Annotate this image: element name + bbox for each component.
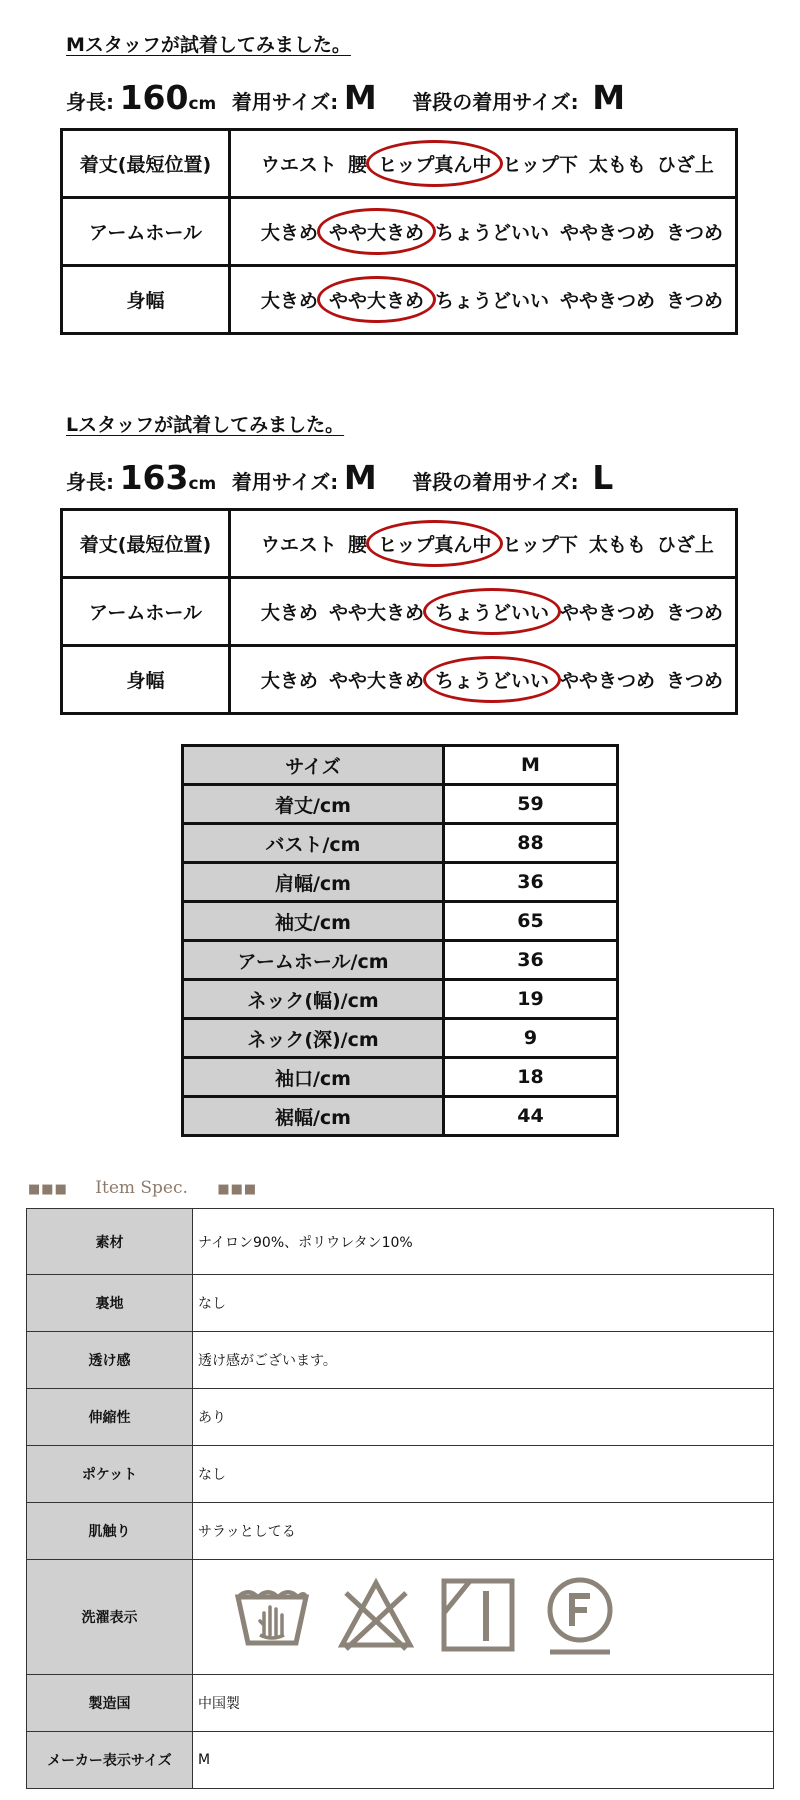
height-unit: cm [188, 94, 217, 114]
size-measure-value: 9 [444, 1019, 618, 1058]
size-row [183, 785, 618, 824]
fit-option: きつめ [665, 670, 723, 692]
spec-label: メーカー表示サイズ [27, 1732, 193, 1789]
spec-label: ポケット [27, 1446, 193, 1503]
size-measure-value: 88 [444, 824, 618, 863]
size-header-label: サイズ [183, 746, 444, 785]
wear-size-label: 着用サイズ: [231, 90, 339, 114]
height-label: 身長: [66, 470, 114, 494]
spec-label: 製造国 [27, 1675, 193, 1732]
fit-option: ウエスト [260, 154, 337, 176]
spec-value: あり [193, 1389, 774, 1446]
size-table [181, 744, 619, 1137]
fit-option: ひざ上 [656, 534, 714, 556]
fit-option: ややきつめ [559, 290, 655, 312]
fit-row-label: 着丈(最短位置) [62, 510, 230, 578]
fit-option: きつめ [665, 222, 723, 244]
height-value: 160 [119, 78, 189, 117]
size-row [183, 863, 618, 902]
size-header-value: M [444, 746, 618, 785]
spec-value: なし [193, 1275, 774, 1332]
fit-row-label: アームホール [62, 198, 230, 266]
fit-option-selected: ちょうどいい [435, 666, 549, 693]
fit-row [62, 266, 737, 334]
spec-row [27, 1446, 774, 1503]
spec-row [27, 1332, 774, 1389]
m-staff-meta [66, 78, 625, 117]
fit-row-label: 身幅 [62, 266, 230, 334]
fit-option: 大きめ [260, 602, 318, 624]
size-row [183, 902, 618, 941]
fit-option: 腰 [347, 154, 367, 176]
fit-row-label: 着丈(最短位置) [62, 130, 230, 198]
spec-label: 裏地 [27, 1275, 193, 1332]
fit-option: 太もも [588, 154, 646, 176]
fit-option: ややきつめ [559, 222, 655, 244]
wear-size-label: 着用サイズ: [231, 470, 339, 494]
spec-label: 素材 [27, 1209, 193, 1275]
fit-option: 太もも [588, 534, 646, 556]
deco-squares: ■■■ [28, 1182, 68, 1197]
size-measure-label: バスト/cm [183, 824, 444, 863]
fit-option-selected: ちょうどいい [435, 598, 549, 625]
size-measure-value: 44 [444, 1097, 618, 1136]
fit-option-selected: やや大きめ [329, 218, 424, 245]
fit-options [229, 266, 736, 334]
l-staff-meta [66, 458, 613, 497]
m-staff-fit-table [60, 128, 738, 335]
fit-option: ヒップ下 [502, 534, 578, 556]
fit-options [229, 130, 736, 198]
fit-option: やや大きめ [328, 602, 424, 624]
hand-wash-icon [232, 1577, 312, 1657]
l-staff-title: Lスタッフが試着してみました。 [66, 414, 345, 436]
fit-option: ヒップ下 [502, 154, 578, 176]
fit-option: ちょうどいい [434, 222, 549, 244]
no-bleach-icon [338, 1577, 414, 1657]
size-measure-label: アームホール/cm [183, 941, 444, 980]
fit-options [229, 646, 736, 714]
spec-value: M [193, 1732, 774, 1789]
fit-option: 大きめ [260, 290, 318, 312]
l-staff-fit-table [60, 508, 738, 715]
fit-options [229, 198, 736, 266]
spec-row [27, 1560, 774, 1675]
fit-option: きつめ [665, 290, 723, 312]
size-measure-label: 裾幅/cm [183, 1097, 444, 1136]
spec-label: 透け感 [27, 1332, 193, 1389]
fit-row-label: アームホール [62, 578, 230, 646]
size-row [183, 1058, 618, 1097]
spec-row [27, 1503, 774, 1560]
size-measure-value: 36 [444, 863, 618, 902]
spec-value: ナイロン90%、ポリウレタン10% [193, 1209, 774, 1275]
fit-option: きつめ [665, 602, 723, 624]
m-staff-title: Mスタッフが試着してみました。 [66, 34, 351, 56]
size-row [183, 980, 618, 1019]
fit-option-selected: ヒップ真ん中 [378, 150, 491, 177]
size-measure-value: 36 [444, 941, 618, 980]
fit-option: 大きめ [260, 222, 318, 244]
size-measure-label: ネック(幅)/cm [183, 980, 444, 1019]
item-spec-table [26, 1208, 774, 1789]
fit-row [62, 578, 737, 646]
spec-value: サラッとしてる [193, 1503, 774, 1560]
spec-label: 伸縮性 [27, 1389, 193, 1446]
fit-option: ウエスト [260, 534, 337, 556]
size-measure-label: ネック(深)/cm [183, 1019, 444, 1058]
spec-value: 透け感がございます。 [193, 1332, 774, 1389]
wear-size-value: M [343, 78, 377, 117]
fit-row-label: 身幅 [62, 646, 230, 714]
spec-row [27, 1209, 774, 1275]
size-row [183, 824, 618, 863]
fit-row [62, 510, 737, 578]
size-measure-label: 肩幅/cm [183, 863, 444, 902]
fit-option: ひざ上 [656, 154, 714, 176]
spec-row [27, 1389, 774, 1446]
size-row [183, 1019, 618, 1058]
usual-size-label: 普段の着用サイズ: [412, 470, 579, 494]
item-spec-heading [28, 1178, 257, 1198]
fit-options [229, 510, 736, 578]
fit-row [62, 198, 737, 266]
fit-option: ややきつめ [559, 670, 655, 692]
fit-row [62, 646, 737, 714]
usual-size-label: 普段の着用サイズ: [412, 90, 579, 114]
usual-size-value: M [592, 78, 626, 117]
spec-row [27, 1275, 774, 1332]
size-row [183, 941, 618, 980]
care-icons-cell [193, 1560, 774, 1675]
fit-option-selected: ヒップ真ん中 [378, 530, 491, 557]
care-icons [198, 1574, 772, 1660]
dry-clean-f-icon [542, 1574, 618, 1660]
fit-option-selected: やや大きめ [329, 286, 424, 313]
size-row [183, 1097, 618, 1136]
height-unit: cm [188, 474, 217, 494]
fit-option: 腰 [347, 534, 367, 556]
height-value: 163 [119, 458, 189, 497]
line-dry-shade-icon [440, 1577, 516, 1657]
fit-option: ややきつめ [559, 602, 655, 624]
spec-label: 肌触り [27, 1503, 193, 1560]
spec-value: 中国製 [193, 1675, 774, 1732]
spec-label: 洗濯表示 [27, 1560, 193, 1675]
wear-size-value: M [343, 458, 377, 497]
size-measure-label: 着丈/cm [183, 785, 444, 824]
fit-option: やや大きめ [328, 670, 424, 692]
fit-row [62, 130, 737, 198]
size-measure-label: 袖口/cm [183, 1058, 444, 1097]
usual-size-value: L [592, 458, 614, 497]
height-label: 身長: [66, 90, 114, 114]
item-spec-title: Item Spec. [95, 1178, 188, 1198]
size-measure-label: 袖丈/cm [183, 902, 444, 941]
fit-options [229, 578, 736, 646]
size-measure-value: 18 [444, 1058, 618, 1097]
size-measure-value: 19 [444, 980, 618, 1019]
spec-row [27, 1732, 774, 1789]
spec-value: なし [193, 1446, 774, 1503]
fit-option: 大きめ [260, 670, 318, 692]
fit-option: ちょうどいい [434, 290, 549, 312]
deco-squares: ■■■ [217, 1182, 258, 1197]
size-measure-value: 65 [444, 902, 618, 941]
spec-row [27, 1675, 774, 1732]
size-measure-value: 59 [444, 785, 618, 824]
size-header-row [183, 746, 618, 785]
